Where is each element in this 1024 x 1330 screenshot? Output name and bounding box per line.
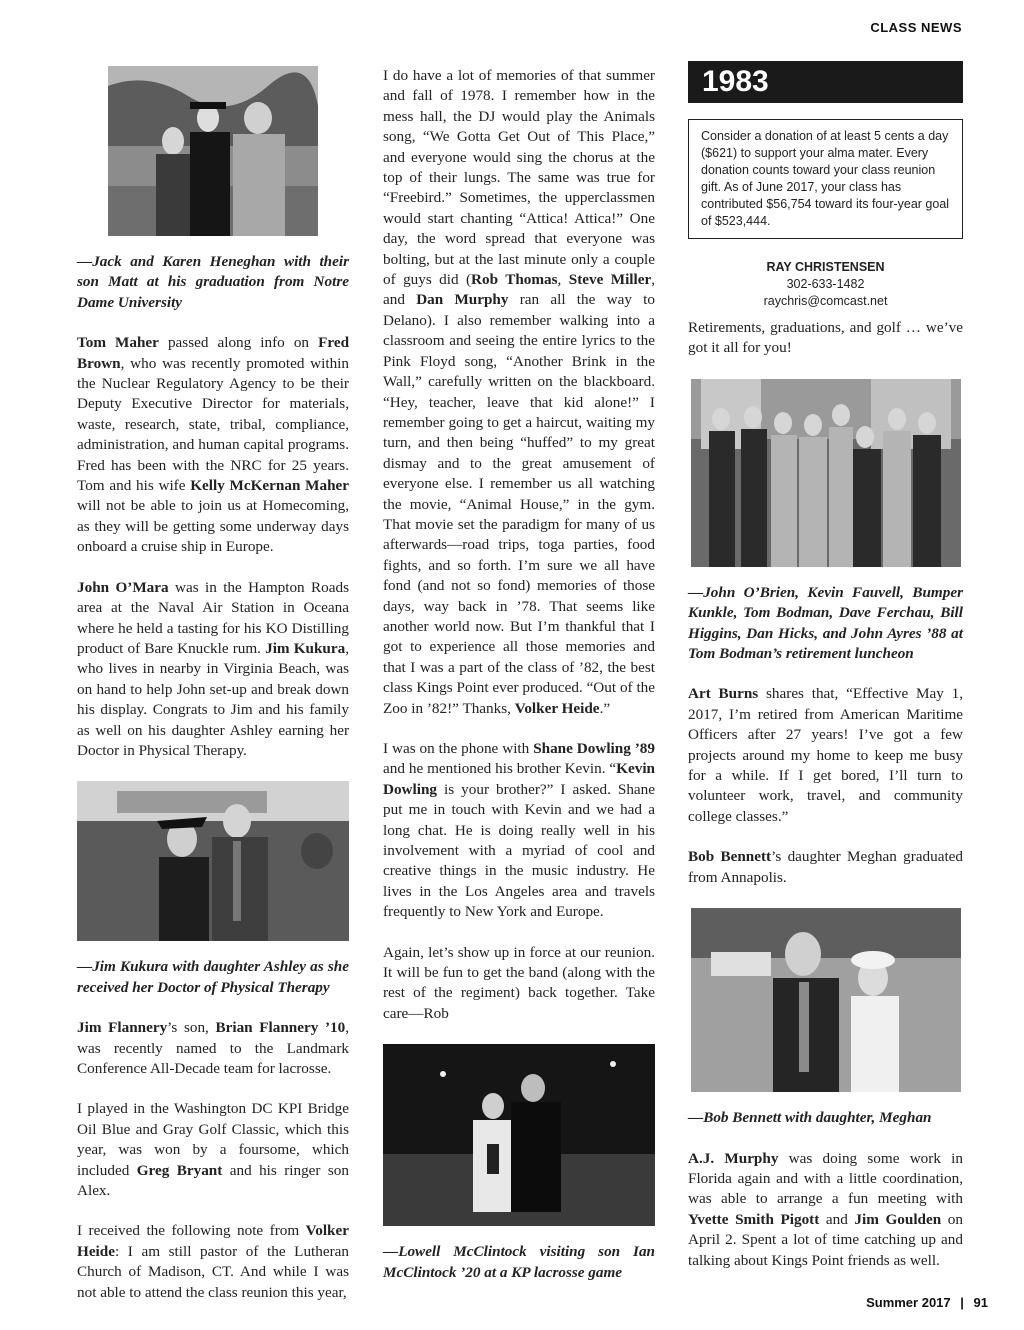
contact-name: RAY CHRISTENSEN <box>766 260 885 274</box>
naval-graduation-photo <box>691 908 961 1092</box>
column-1 <box>77 66 349 1323</box>
paragraph: Tom Maher passed along info on Fred Brown, who was recently promoted within the Nuclear Regulatory Agency to be their Deputy Executive Director for materials, waste, research, state, tribal, compliance, administration, and human capital programs. Fred has been with the NRC for 25 years. Tom and his wife Kelly McKernan Maher will not be able to join us at Homecoming, as they will be getting some underway days onboard a cruise ship in Europe. <box>77 334 350 556</box>
paragraph: Jim Flannery’s son, Brian Flannery ’10, was recently named to the Landmark Conference All-Decade team for lacrosse. <box>77 1019 349 1077</box>
retirement-luncheon-photo <box>691 379 961 567</box>
paragraph: John O’Mara was in the Hampton Roads area at the Naval Air Station in Oceana where he held a tasting for his KO Distilling product of Bare Knuckle rum. Jim Kukura, who lives in nearby in Virginia Beach, was on hand to help John set-up and break down his display. Congrats to Jim and his family as well on his daughter Ashley earning her Doctor in Physical Therapy. <box>77 578 350 759</box>
issue-date: Summer 2017 <box>866 1295 951 1310</box>
photo-caption: —Lowell McClintock visiting son Ian McClintock ’20 at a KP lacrosse game <box>383 1243 655 1281</box>
paragraph: Again, let’s show up in force at our reunion. It will be fun to get the band (along with the rest of the regiment) back together. Take care—Rob <box>383 943 655 1022</box>
column-2 <box>383 66 655 1303</box>
contact-email[interactable]: raychris@comcast.net <box>763 294 888 308</box>
photo-caption: —Jim Kukura with daughter Ashley as she received her Doctor of Physical Therapy <box>77 958 349 996</box>
paragraph: A.J. Murphy was doing some work in Florida again and with a little coordination, was able to arrange a fun meeting with Yvette Smith Pigott and Jim Goulden on April 2. Spent a lot of time catching up and talking about Kings Point friends as well. <box>688 1149 963 1269</box>
photo-caption: —Jack and Karen Heneghan with their son Matt at his graduation from Notre Dame University <box>77 253 349 311</box>
paragraph: I was on the phone with Shane Dowling ’89 and he mentioned his brother Kevin. “Kevin Dowling is your brother?” I asked. Shane put me in touch with Kevin and we had a long chat. He is doing really well in his involvement with a myriad of cool and creative things in the music industry. He lives in the Los Angeles area and travels frequently to New York and Europe. <box>383 740 655 921</box>
photo-caption: —Bob Bennett with daughter, Meghan <box>688 1109 932 1127</box>
paragraph: Retirements, graduations, and golf … we’ve got it all for you! <box>688 319 963 357</box>
paragraph: Bob Bennett’s daughter Meghan graduated from Annapolis. <box>688 848 964 886</box>
section-header: CLASS NEWS <box>870 20 962 35</box>
footer-separator: | <box>960 1295 964 1310</box>
photo-caption: —John O’Brien, Kevin Fauvell, Bumper Kunkle, Tom Bodman, Dave Ferchau, Bill Higgins, Dan Hicks, and John Ayres ’88 at Tom Bodman’s retirement luncheon <box>688 583 963 663</box>
graduation-photo <box>108 66 318 236</box>
donation-box: Consider a donation of at least 5 cents a day ($621) to support your alma mater. Every donation counts toward your class reunion gift. As of June 2017, your class has contributed $56,754 toward its four-year goal of $523,444. <box>688 119 963 239</box>
paragraph: I do have a lot of memories of that summer and fall of 1978. I remember how in the mess hall, the DJ would play the Animals song, “We Gotta Get Out of This Place,” and everyone would sing the chorus at the top of their lungs. The same was true for “Freebird.” Sometimes, the upperclassmen would start chanting “Attica! Attica!” One day, the word spread that everyone was bolting, but at the last minute only a couple of guys did (Rob Thomas, Steve Miller, and Dan Murphy ran all the way to Delano). I also remember walking into a classroom and seeing the entire lyrics to the Pink Floyd song, “Another Brink in the Wall,” carefully written on the blackboard. “Hey, teacher, leave that kid alone!” I remember going to get a haircut, waiting my turn, and then being “huffed” to my great dismay and to the great amusement of everyone else. I remember us all watching the movie, “Animal House,” in the gym. That movie set the paradigm for many of us afterwards—road trips, toga parties, food fights, and so forth. I’m sure we all have fond (and not so fond) memories of those days, way back in ’78. That seems like another world now. But I’m thankful that I got to experience all those memories and that I was a part of the class of ’82, the best class Kings Point ever produced. “Out of the Zoo in ’82!” Thanks, Volker Heide.” <box>383 67 656 717</box>
page-footer <box>866 1295 988 1310</box>
class-year-heading: 1983 <box>688 61 963 103</box>
paragraph: I played in the Washington DC KPI Bridge Oil Blue and Gray Golf Classic, which this year, was won by a foursome, which included Greg Bryant and his ringer son Alex. <box>77 1100 349 1199</box>
class-contact <box>688 259 963 310</box>
paragraph: Art Burns shares that, “Effective May 1, 2017, I’m retired from American Maritime Officers after 27 years! I’ve got a few projects around my home to keep me busy for a while. If I get bored, I’ll turn to volunteer work, travel, and community college classes.” <box>688 685 963 825</box>
page-number: 91 <box>973 1295 988 1310</box>
paragraph: I received the following note from Volker Heide: I am still pastor of the Lutheran Church of Madison, CT. And while I was not able to attend the class reunion this year, <box>77 1222 349 1301</box>
column-3 <box>688 61 963 1291</box>
lacrosse-photo <box>383 1044 655 1226</box>
doctorate-photo <box>77 781 349 941</box>
contact-phone: 302-633-1482 <box>786 277 865 291</box>
